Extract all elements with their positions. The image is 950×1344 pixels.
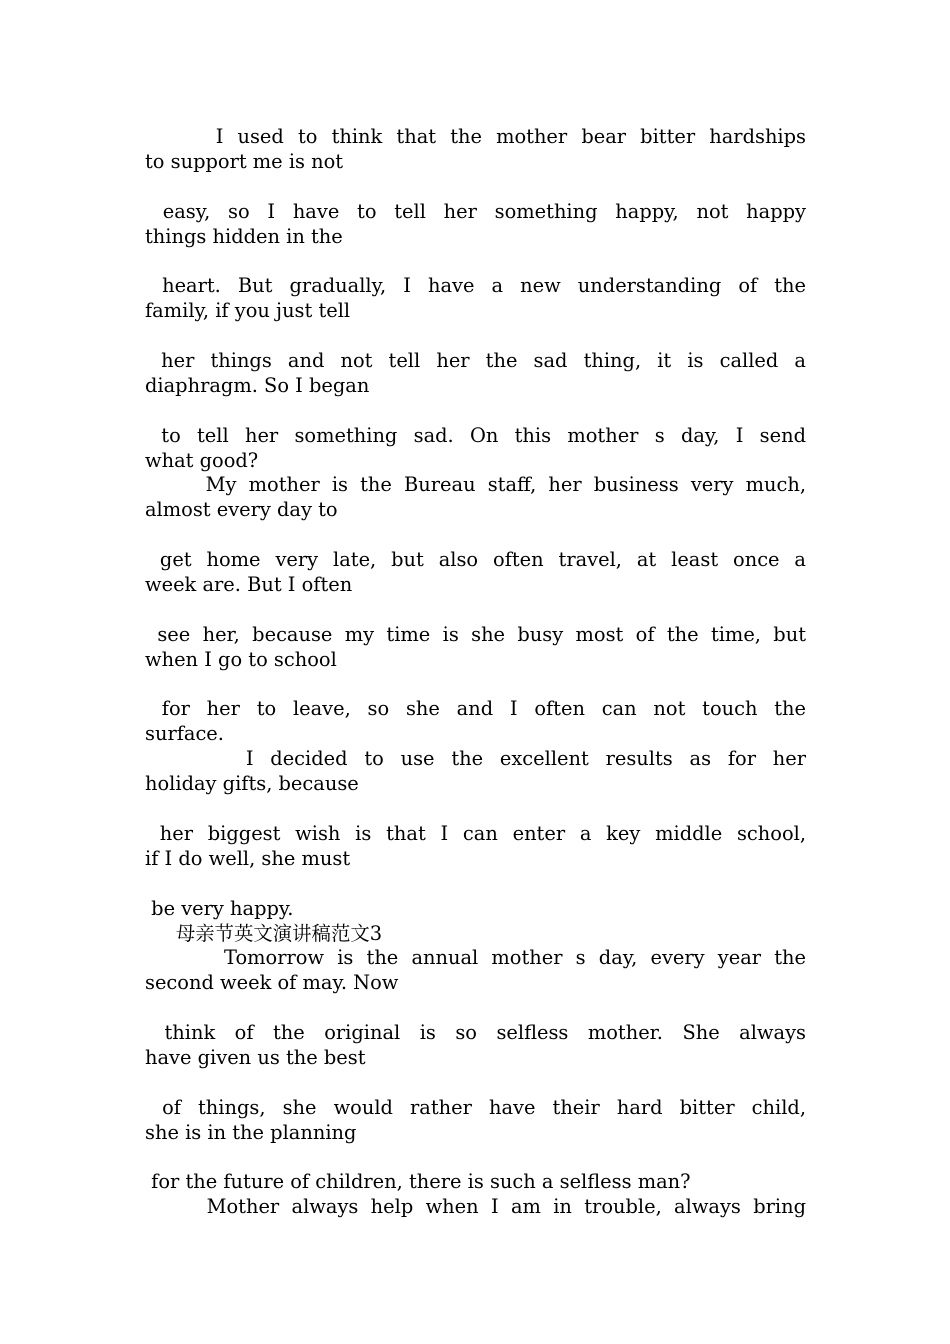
blank-line: [145, 175, 806, 200]
blank-line: [145, 797, 806, 822]
text-line: think of the original is so selfless mother. She always: [145, 1021, 806, 1045]
text-line: for the future of children, there is such a selfless man?: [145, 1170, 691, 1194]
text-line: what good?: [145, 448, 259, 472]
text-line: if I do well, she must: [145, 846, 351, 870]
blank-line: [145, 872, 806, 897]
blank-line: [145, 598, 806, 623]
blank-line: [145, 996, 806, 1021]
text-line: surface.: [145, 722, 224, 746]
blank-line: [145, 673, 806, 698]
text-line: 母亲节英文演讲稿范文3: [145, 921, 383, 945]
text-line: family, if you just tell: [145, 299, 351, 323]
text-line: she is in the planning: [145, 1120, 357, 1144]
blank-line: [145, 249, 806, 274]
document-body: [145, 125, 806, 1220]
blank-line: [145, 523, 806, 548]
text-line: I used to think that the mother bear bitter hardships: [145, 125, 806, 148]
text-line: her things and not tell her the sad thing, it is called a: [145, 349, 806, 373]
text-line: diaphragm. So I began: [145, 373, 370, 397]
text-line: Tomorrow is the annual mother s day, every year the: [145, 946, 806, 970]
text-line: for her to leave, so she and I often can not touch the: [145, 697, 806, 721]
text-line: week are. But I often: [145, 573, 353, 597]
blank-line: [145, 1146, 806, 1171]
text-line: I decided to use the excellent results as for her: [145, 747, 806, 771]
text-line: her biggest wish is that I can enter a key middle school,: [145, 821, 806, 845]
blank-line: [145, 1071, 806, 1096]
text-line: holiday gifts, because: [145, 772, 359, 796]
text-line: things hidden in the: [145, 224, 343, 248]
blank-line: [145, 324, 806, 349]
text-line: to tell her something sad. On this mother s day, I send: [145, 423, 806, 447]
text-line: when I go to school: [145, 647, 337, 671]
text-line: heart. But gradually, I have a new understanding of the: [145, 274, 806, 298]
text-line: be very happy.: [145, 896, 294, 920]
text-line: of things, she would rather have their hard bitter child,: [145, 1095, 806, 1119]
text-line: My mother is the Bureau staff, her business very much,: [145, 473, 806, 497]
text-line: see her, because my time is she busy most of the time, but: [145, 622, 806, 646]
text-line: second week of may. Now: [145, 971, 399, 995]
text-line: almost every day to: [145, 498, 338, 522]
text-line: have given us the best: [145, 1045, 366, 1069]
text-line: get home very late, but also often travel, at least once a: [145, 548, 806, 572]
text-line: to support me is not: [145, 149, 344, 173]
text-line: easy, so I have to tell her something happy, not happy: [145, 199, 806, 223]
text-line: Mother always help when I am in trouble, always bring: [145, 1195, 806, 1219]
blank-line: [145, 399, 806, 424]
